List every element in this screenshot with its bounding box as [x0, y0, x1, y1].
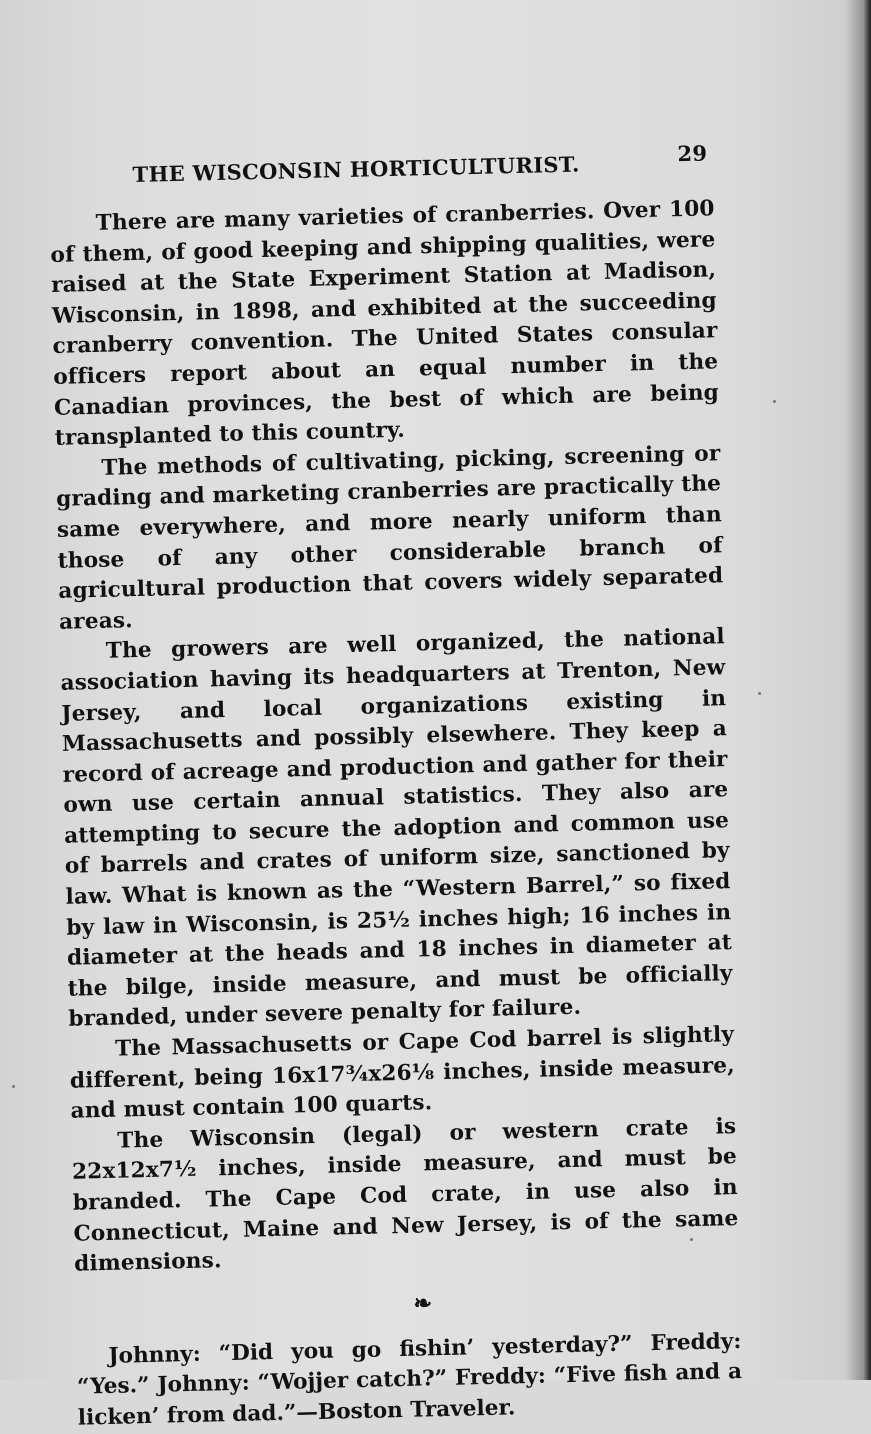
page-number: 29 — [677, 140, 708, 167]
book-spine-edge — [863, 0, 871, 1380]
paragraph-methods: The methods of cultivating, picking, screening or grading and marketing cranberries are practically the same everywhere, and more nearly uniform than those of any other considerable branch of agricultural production that covers widely separated areas. — [55, 440, 724, 635]
page-header — [48, 134, 714, 196]
anecdote — [76, 1327, 743, 1434]
section-ornament: ❧ — [413, 1290, 433, 1317]
running-head: THE WISCONSIN HORTICULTURIST. — [132, 151, 580, 188]
paragraph-wisconsin-crate: The Wisconsin (legal) or western crate is 22x12x7½ inches, inside measure, and must be branded. The Cape Cod crate, in use also in Connecticut, Maine and New Jersey, is of the same dimensions. — [71, 1113, 739, 1277]
paragraph-varieties: There are many varieties of cranberries. Over 100 of them, of good keeping and shipping qualities, were raised at the State Experiment Station at Madison, Wisconsin, in 1898, and exhibited at the succeeding cranberry convention. The United States consular officers report about an equal number in the Canadian provinces, the best of which are being transplanted to this country. — [50, 196, 720, 452]
anecdote-text: Johnny: “Did you go fishin’ yesterday?” Freddy: “Yes.” Johnny: “Wojjer catch?” Freddy: “Five fish and a licken’ from dad.”—Boston Traveler. — [76, 1328, 743, 1431]
article-body — [49, 194, 739, 1280]
paragraph-massachusetts-barrel: The Massachusetts or Cape Cod barrel is slightly different, being 16x17¾x26⅛ inches, inside measure, and must contain 100 quarts. — [69, 1022, 736, 1124]
page-content — [48, 134, 743, 1434]
paragraph-growers: The growers are well organized, the national association having its headquarters at Trenton, New Jersey, and local organizations existing in Massachusetts and possibly elsewhere. They keep a record of acreage and production and gather for their own use certain annual statistics. They also are attempting to secure the adoption and common use of barrels and crates of uniform size, sanctioned by law. What is known as the “Western Barrel,” so fixed by law in Wisconsin, is 25½ inches high; 16 inches in diameter at the heads and 18 inches in diameter at the bilge, inside measure, and must be officially branded, under severe penalty for failure. — [60, 624, 733, 1033]
